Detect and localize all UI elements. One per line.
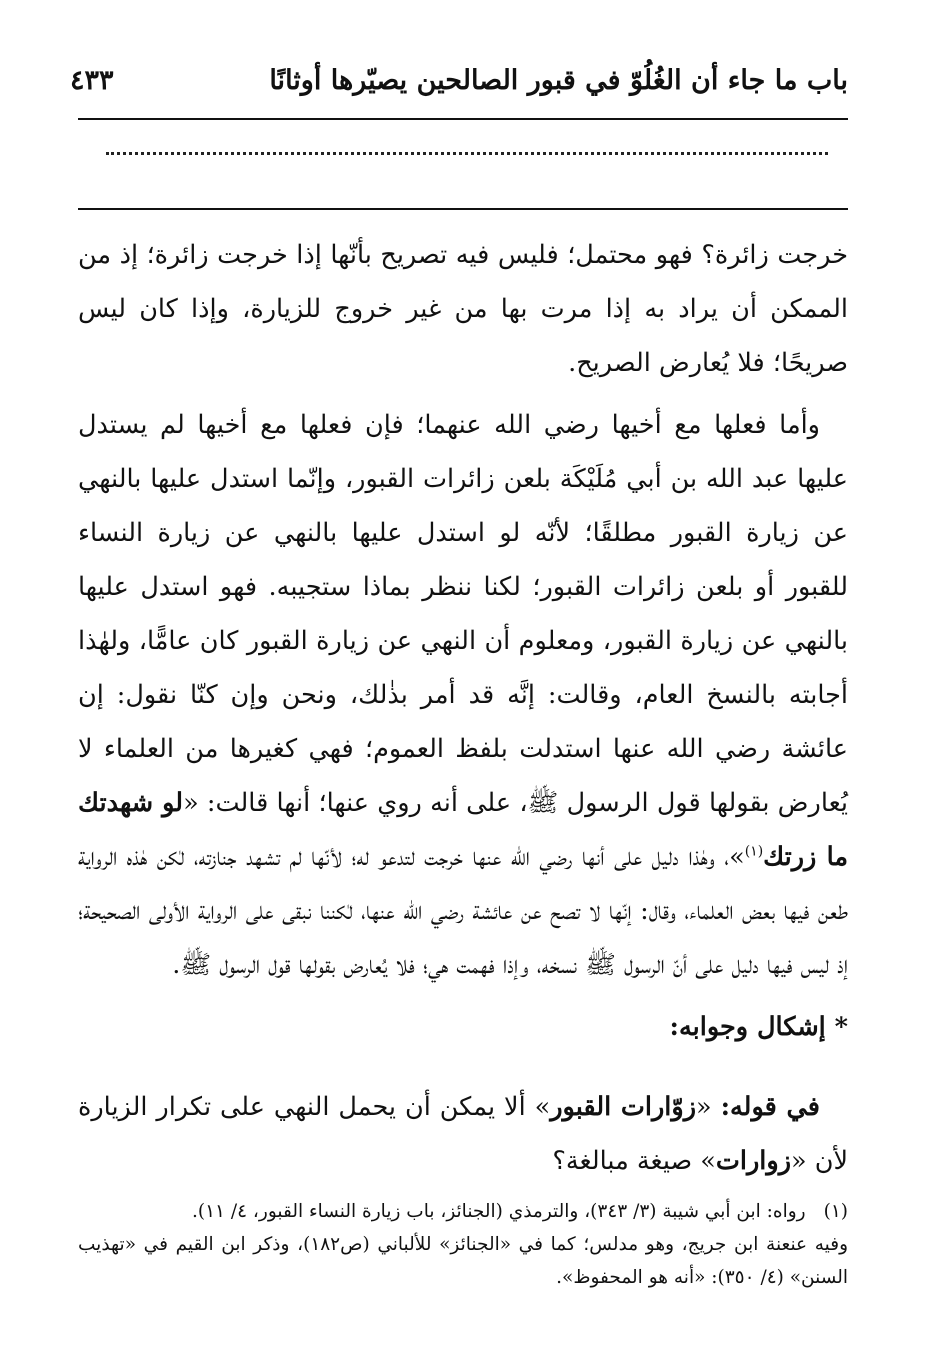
question-paragraph xyxy=(78,1080,848,1188)
footnote-line-2: وفيه عنعنة ابن جريج، وهو مدلس؛ كما في «الجنائز» للألباني (ص١٨٢)، وذكر ابن القيم في «تهذيب السنن» (٤/ ٣٥٠): «أنه هو المحفوظ». xyxy=(78,1234,848,1288)
section-divider xyxy=(78,208,848,210)
header-divider xyxy=(78,118,848,120)
running-title: باب ما جاء أن الغُلُوّ في قبور الصالحين يصيّرها أوثانًا xyxy=(269,64,848,96)
page-header xyxy=(70,58,848,102)
question-text-1: « xyxy=(696,1091,721,1122)
paragraph-2 xyxy=(78,398,848,992)
paragraph-1: خرجت زائرة؟ فهو محتمل؛ فليس فيه تصريح بأنّها إذا خرجت زائرة؛ إذ من الممكن أن يراد به إذا مرت بها من غير خروج للزيارة، وإذا كان ليس صريحًا؛ فلا يُعارض الصريح. xyxy=(78,240,848,378)
paragraph-2-part-a: وأما فعلها مع أخيها رضي الله عنهما؛ فإن فعلها مع أخيها لم يستدل عليها عبد الله بن أبي مُلَيْكَة بلعن زائرات القبور، وإنّما استدل عليها بالنهي عن زيارة القبور مطلقًا؛ لأنّه لو استدل عليها بالنهي عن زيارة النساء للقبور أو بلعن زائرات القبور؛ لكنا ننظر بماذا ستجيبه. فهو استدل عليها بالنهي عن زيارة القبور، ومعلوم أن النهي عن زيارة القبور كان عامًّا، ولهٰذا أجابته بالنسخ العام، وقالت: إنَّه قد أمر بذٰلك، ونحن وإن كنّا نقول: إن عائشة رضي الله عنها استدلت بلفظ العموم؛ فهي كغيرها من العلماء لا يُعارض بقولها قول الرسول ﷺ، على أنه روي عنها؛ أنها قالت: « xyxy=(78,410,848,818)
page-number: ٤٣٣ xyxy=(70,64,114,96)
main-text xyxy=(78,228,848,1188)
question-text-2: » ألا يمكن أن يحمل النهي على تكرار الزيارة لأن « xyxy=(78,1091,848,1176)
question-lead: في قوله: xyxy=(720,1091,820,1122)
question-term-2: زوارات xyxy=(715,1145,792,1176)
footnote-number: (١) xyxy=(823,1201,848,1222)
footnote-line-1: رواه: ابن أبي شيبة (٣/ ٣٤٣)، والترمذي (الجنائز، باب زيارة النساء القبور، ٤/ ١١). xyxy=(191,1201,806,1222)
paragraph-2-part-b: »، وهٰذا دليل على أنها رضي الله عنها خرجت لتدعو له؛ لأنّها لم تشهد جنازته، لٰكن هٰذه الرواية طعن فيها بعض العلماء، وقال: إنّها لا تصح عن عائشة رضي الله عنها، لٰكننا نبقى على الرواية الأولى الصحيحة؛ إذ ليس فيها دليل على أنّ الرسول ﷺ نسخه، وإذا فهمت هي؛ فلا يُعارض بقولها قول الرسول ﷺ. xyxy=(78,842,848,980)
question-text-3: » صيغة مبالغة؟ xyxy=(552,1145,716,1176)
section-heading: * إشكال وجوابه: xyxy=(669,1012,848,1042)
dotted-separator xyxy=(106,152,828,155)
footnote-reference: (١) xyxy=(744,843,764,860)
footnotes xyxy=(78,1195,848,1294)
quoted-hadith: لو شهدتك ما زرتك xyxy=(78,788,848,872)
question-term-1: زوّارات القبور xyxy=(550,1091,697,1122)
footnote-1 xyxy=(78,1195,848,1228)
